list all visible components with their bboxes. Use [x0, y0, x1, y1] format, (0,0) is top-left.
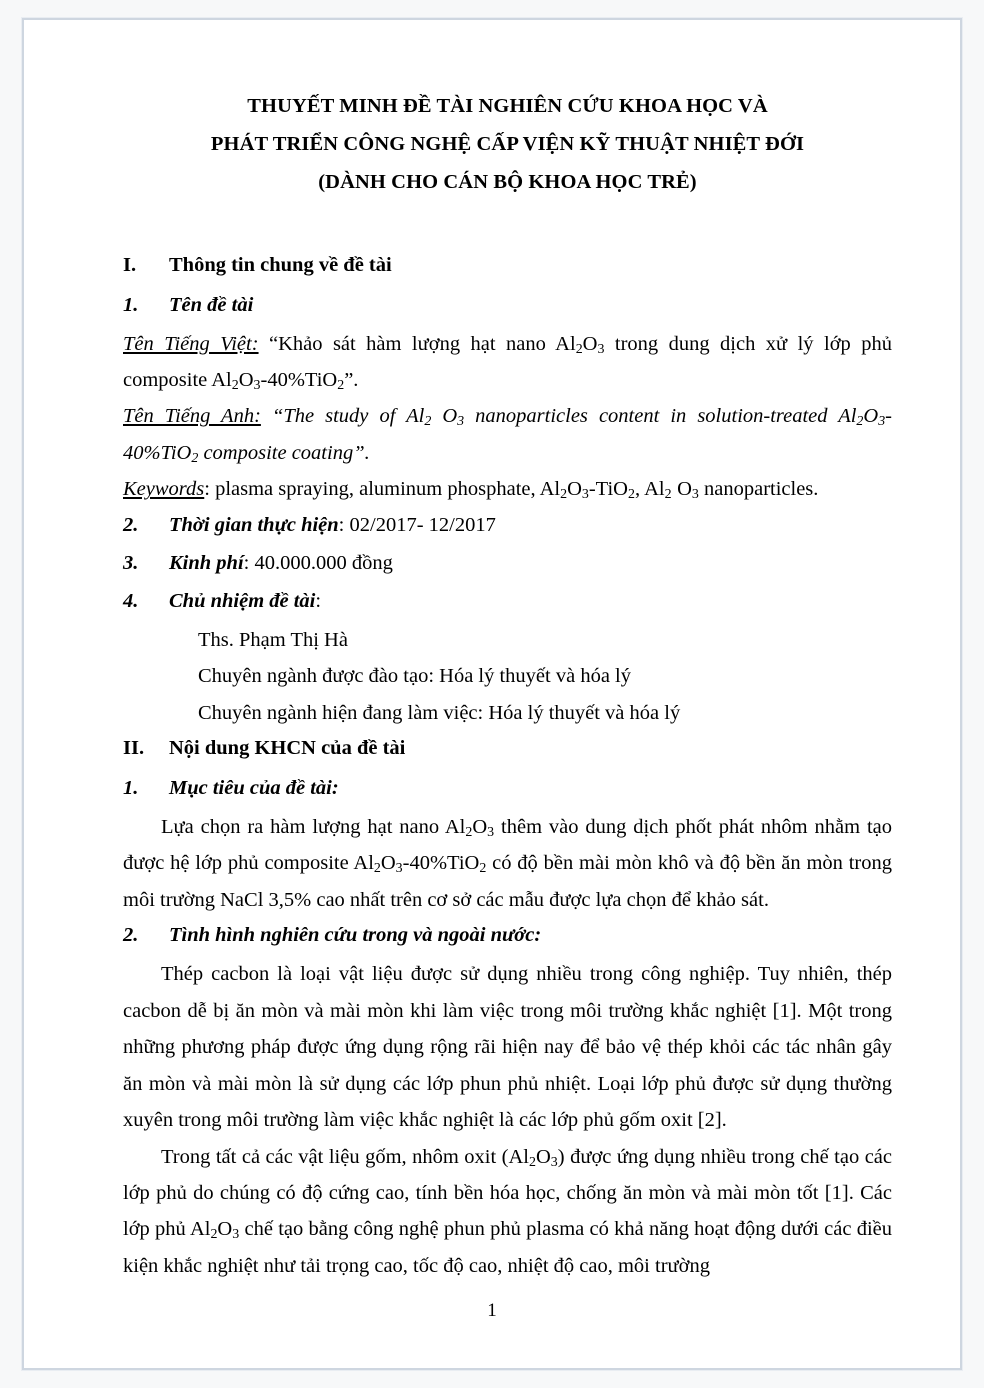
subsection-heading-2-1 [123, 771, 892, 807]
lit-t4: O [217, 1218, 233, 1241]
document-content [123, 88, 892, 1284]
obj-s5: 2 [479, 861, 487, 877]
kw-t4: , Al [634, 478, 665, 501]
subsection-1-2-number: 2. [123, 513, 139, 536]
kw-t2: O [567, 478, 582, 501]
subsection-1-2-value: : 02/2017- 12/2017 [338, 513, 496, 536]
section-1-label: Thông tin chung về đề tài [169, 253, 392, 276]
obj-t5: -40%TiO [402, 852, 480, 875]
english-title-label: Tên Tiếng Anh: [123, 405, 261, 428]
kw-s5: 3 [691, 487, 699, 503]
obj-t4: O [380, 852, 396, 875]
kw-s2: 3 [581, 487, 589, 503]
vi-t4: O [238, 369, 254, 391]
vi-t5: -40%TiO [260, 369, 338, 391]
obj-t6: có độ bền mài mòn khô và độ bền ăn mòn trong môi trường NaCl 3,5% cao nhất trên cơ sở các mẫu được lựa chọn để khảo sát. [123, 852, 892, 911]
chu-nhiem-line-1: Ths. Phạm Thị Hà [198, 628, 348, 651]
subsection-heading-1-2 [123, 508, 892, 544]
subsection-1-4-label [169, 584, 892, 620]
subsection-1-4-value: : [315, 589, 322, 612]
section-2-label: Nội dung KHCN của đề tài [169, 737, 406, 760]
kw-s3: 2 [628, 487, 635, 503]
en-t5: -40%TiO [123, 405, 892, 464]
kw-t3: -TiO [588, 478, 628, 501]
obj-t3: thêm vào dung dịch phốt phát nhôm nhằm tạo được hệ lớp phủ composite Al [123, 815, 892, 875]
subsection-1-2-label [169, 508, 892, 544]
lit-t5: chế tạo bằng công nghệ phun phủ plasma có khả năng hoạt động dưới các điều kiện khắc nghiệt như tải trọng cao, tốc độ cao, nhiệt độ cao, môi trường [123, 1218, 892, 1277]
vi-s1: 2 [575, 341, 583, 357]
document-title-line-2: PHÁT TRIỂN CÔNG NGHỆ CẤP VIỆN KỸ THUẬT NHIỆT ĐỚI [210, 132, 805, 155]
en-t4: O [863, 405, 879, 428]
subsection-heading-1-3 [123, 546, 892, 582]
subsection-1-1-number: 1. [123, 293, 139, 316]
en-s5: 2 [191, 451, 199, 467]
chu-nhiem-line-2: Chuyên ngành được đào tạo: Hóa lý thuyết và hóa lý [198, 665, 631, 688]
document-title-line-3: (DÀNH CHO CÁN BỘ KHOA HỌC TRẺ) [318, 170, 697, 193]
obj-t2: O [472, 815, 488, 838]
vi-t3: trong dung dịch xử lý lớp phủ composite Al [123, 332, 892, 391]
document-page-frame [22, 18, 962, 1370]
lit-s4: 3 [232, 1227, 240, 1243]
subsection-1-3-value: : 40.000.000 đồng [243, 551, 393, 574]
vi-s5: 2 [337, 378, 345, 394]
vi-s3: 2 [231, 378, 239, 394]
lit-t3: ) được ứng dụng nhiều trong chế tạo các lớp phủ do chúng có độ cứng cao, tính bền hóa học, chống ăn mòn và mài mòn tốt [1]. Các lớp phủ Al [123, 1145, 892, 1241]
vi-s2: 3 [597, 341, 605, 357]
en-t3: nanoparticles content in solution-treated Al [464, 405, 857, 428]
vi-t1: “Khảo sát hàm lượng hạt nano Al [258, 332, 576, 355]
subsection-2-2-label: Tình hình nghiên cứu trong và ngoài nước: [169, 924, 542, 947]
lit-s2: 3 [550, 1154, 558, 1170]
subsection-heading-2-2 [123, 918, 892, 954]
chu-nhiem-line-3: Chuyên ngành hiện đang làm việc: Hóa lý thuyết và hóa lý [198, 701, 681, 724]
en-t2: O [431, 405, 458, 428]
document-title-line-1: THUYẾT MINH ĐỀ TÀI NGHIÊN CỨU KHOA HỌC VÀ [247, 95, 768, 117]
literature-paragraph-2 [123, 1139, 892, 1285]
vi-t6: ”. [344, 369, 359, 391]
subsection-1-3-title: Kinh phí [169, 551, 244, 574]
subsection-heading-1-1 [123, 288, 892, 324]
lit-s3: 2 [210, 1227, 218, 1243]
en-t1: “The study of Al [260, 405, 425, 428]
subsection-1-3-label [169, 546, 892, 582]
document-title [123, 88, 892, 202]
lit-t2: O [535, 1145, 551, 1168]
en-s1: 2 [424, 414, 432, 430]
subsection-1-3-number: 3. [123, 551, 139, 574]
kw-s1: 2 [560, 487, 568, 503]
kw-t5: O [671, 478, 692, 501]
subsection-2-1-label: Mục tiêu của đề tài: [169, 776, 339, 799]
vietnamese-title-paragraph [123, 326, 892, 399]
lit-s1: 2 [529, 1154, 536, 1170]
obj-s2: 3 [487, 824, 495, 840]
en-t6: composite coating”. [198, 441, 370, 464]
literature-paragraph-1: Thép cacbon là loại vật liệu được sử dụng nhiều trong công nghiệp. Tuy nhiên, thép cacbon dễ bị ăn mòn và mài mòn khi làm việc trong môi trường khắc nghiệt [1]. Một trong những phương pháp được ứng dụng rộng rãi hiện nay để bảo vệ thép khỏi các tác nhân gây ăn mòn và mài mòn là sử dụng các lớp phun phủ nhiệt. Loại lớp phủ được sử dụng thường xuyên trong môi trường làm việc khắc nghiệt là các lớp phủ gốm oxit [2]. [123, 963, 892, 1132]
kw-t6: nanoparticles. [698, 478, 819, 501]
section-2-number: II. [123, 737, 145, 760]
objective-paragraph [123, 809, 892, 918]
page-number: 1 [487, 1300, 497, 1321]
vietnamese-title-label: Tên Tiếng Việt: [123, 332, 259, 355]
section-heading-1 [123, 248, 892, 284]
en-s3: 2 [856, 414, 864, 430]
subsection-2-2-number: 2. [123, 924, 139, 947]
subsection-1-4-number: 4. [123, 589, 139, 612]
subsection-1-1-label: Tên đề tài [169, 293, 254, 316]
keywords-paragraph [123, 471, 892, 507]
obj-s1: 2 [465, 824, 473, 840]
en-s2: 3 [457, 414, 465, 430]
subsection-2-1-number: 1. [123, 776, 139, 799]
obj-t1: Lựa chọn ra hàm lượng hạt nano Al [161, 815, 466, 838]
kw-t1: : plasma spraying, aluminum phosphate, Al [204, 478, 561, 501]
subsection-1-4-title: Chủ nhiệm đề tài [169, 589, 316, 612]
vi-t2: O [582, 332, 598, 355]
kw-s4: 2 [664, 487, 672, 503]
vi-s4: 3 [253, 378, 261, 394]
section-1-number: I. [123, 253, 137, 276]
english-title-paragraph [123, 398, 892, 471]
en-s4: 3 [878, 414, 886, 430]
subsection-1-2-title: Thời gian thực hiện [169, 513, 339, 536]
subsection-heading-1-4 [123, 584, 892, 620]
section-heading-2 [123, 731, 892, 767]
document-page [24, 20, 960, 1368]
keywords-label: Keywords [123, 478, 205, 501]
obj-s4: 3 [395, 861, 403, 877]
lit-t1: Trong tất cả các vật liệu gốm, nhôm oxit (Al [161, 1145, 530, 1168]
obj-s3: 2 [373, 861, 381, 877]
title-spacer [123, 202, 892, 248]
